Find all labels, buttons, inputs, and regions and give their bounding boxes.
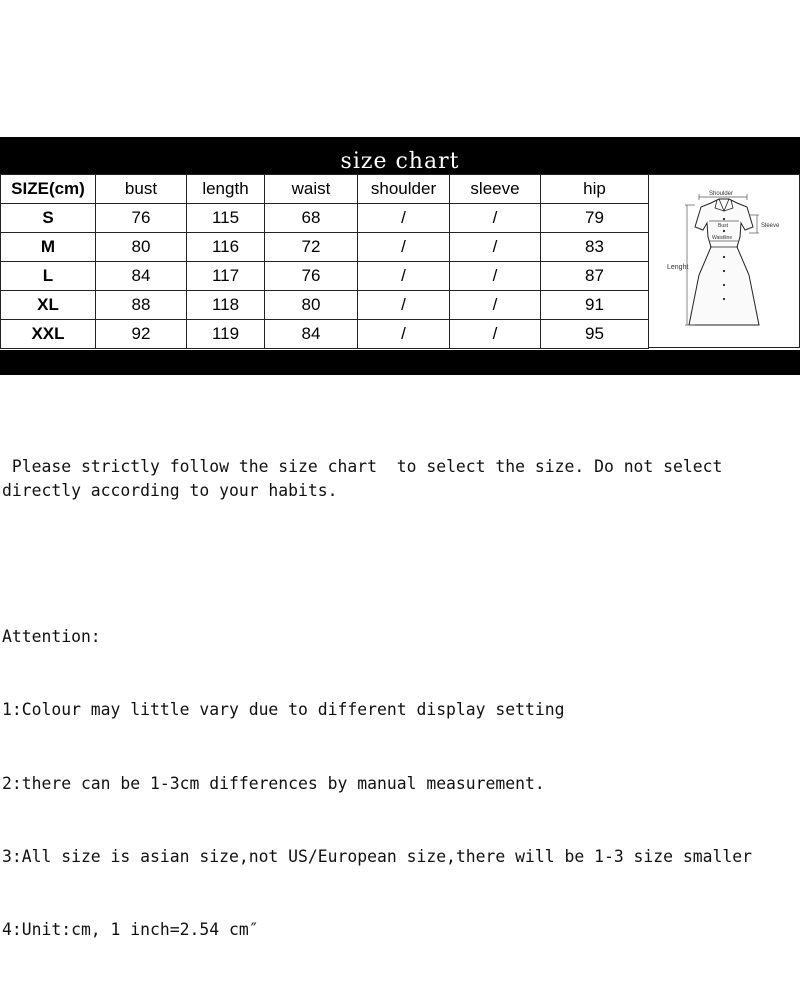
- sleeve-cell: /: [450, 291, 541, 320]
- sleeve-cell: /: [450, 233, 541, 262]
- header-shoulder: shoulder: [358, 175, 450, 204]
- header-bust: bust: [96, 175, 187, 204]
- shoulder-cell: /: [358, 291, 450, 320]
- length-cell: 117: [187, 262, 265, 291]
- hip-cell: 87: [541, 262, 649, 291]
- header-size: SIZE(cm): [1, 175, 96, 204]
- dress-measurement-illustration: [648, 174, 800, 348]
- header-length: length: [187, 175, 265, 204]
- sleeve-label: Sleeve: [761, 223, 780, 229]
- header-sleeve: sleeve: [450, 175, 541, 204]
- size-cell: S: [1, 204, 96, 233]
- length-label: Lenght: [667, 264, 689, 271]
- shoulder-cell: /: [358, 262, 450, 291]
- size-notes: [2, 406, 798, 991]
- header-hip: hip: [541, 175, 649, 204]
- chart-title: size chart: [340, 149, 460, 174]
- intro-text: Please strictly follow the size chart to select the size. Do not select directly according to your habits.: [2, 456, 733, 501]
- length-cell: 116: [187, 233, 265, 262]
- shoulder-cell: /: [358, 320, 450, 349]
- dress-diagram: [649, 175, 799, 347]
- hip-cell: 83: [541, 233, 649, 262]
- size-table: [0, 174, 649, 349]
- table-row: [1, 262, 649, 291]
- size-cell: XL: [1, 291, 96, 320]
- note-item: 4:Unit:cm, 1 inch=2.54 cm″: [2, 920, 259, 940]
- bust-cell: 80: [96, 233, 187, 262]
- size-cell: L: [1, 262, 96, 291]
- attention-heading: Attention:: [2, 627, 101, 647]
- bust-cell: 92: [96, 320, 187, 349]
- table-row: [1, 204, 649, 233]
- waist-cell: 72: [265, 233, 358, 262]
- size-cell: XXL: [1, 320, 96, 349]
- size-chart: [0, 174, 800, 350]
- waistline-label: Waistline: [712, 235, 733, 241]
- length-cell: 119: [187, 320, 265, 349]
- hip-cell: 79: [541, 204, 649, 233]
- table-row: [1, 291, 649, 320]
- note-item: 1:Colour may little vary due to different display setting: [2, 700, 565, 720]
- bust-cell: 88: [96, 291, 187, 320]
- title-bar: [0, 137, 800, 174]
- waist-cell: 76: [265, 262, 358, 291]
- sleeve-cell: /: [450, 204, 541, 233]
- table-row: [1, 320, 649, 349]
- note-item: 2:there can be 1-3cm differences by manual measurement.: [2, 773, 545, 793]
- waist-cell: 84: [265, 320, 358, 349]
- sleeve-cell: /: [450, 262, 541, 291]
- shoulder-cell: /: [358, 204, 450, 233]
- header-waist: waist: [265, 175, 358, 204]
- bottom-bar: [0, 350, 800, 375]
- length-cell: 118: [187, 291, 265, 320]
- hip-cell: 91: [541, 291, 649, 320]
- length-cell: 115: [187, 204, 265, 233]
- table-row: [1, 233, 649, 262]
- shoulder-cell: /: [358, 233, 450, 262]
- size-cell: M: [1, 233, 96, 262]
- bust-label: Bust: [718, 223, 729, 229]
- bust-cell: 76: [96, 204, 187, 233]
- hip-cell: 95: [541, 320, 649, 349]
- bust-cell: 84: [96, 262, 187, 291]
- note-item: 3:All size is asian size,not US/European size,there will be 1-3 size smaller: [2, 846, 752, 866]
- sleeve-cell: /: [450, 320, 541, 349]
- shoulder-label: Shoulder: [709, 191, 734, 197]
- waist-cell: 68: [265, 204, 358, 233]
- table-header-row: [1, 175, 649, 204]
- waist-cell: 80: [265, 291, 358, 320]
